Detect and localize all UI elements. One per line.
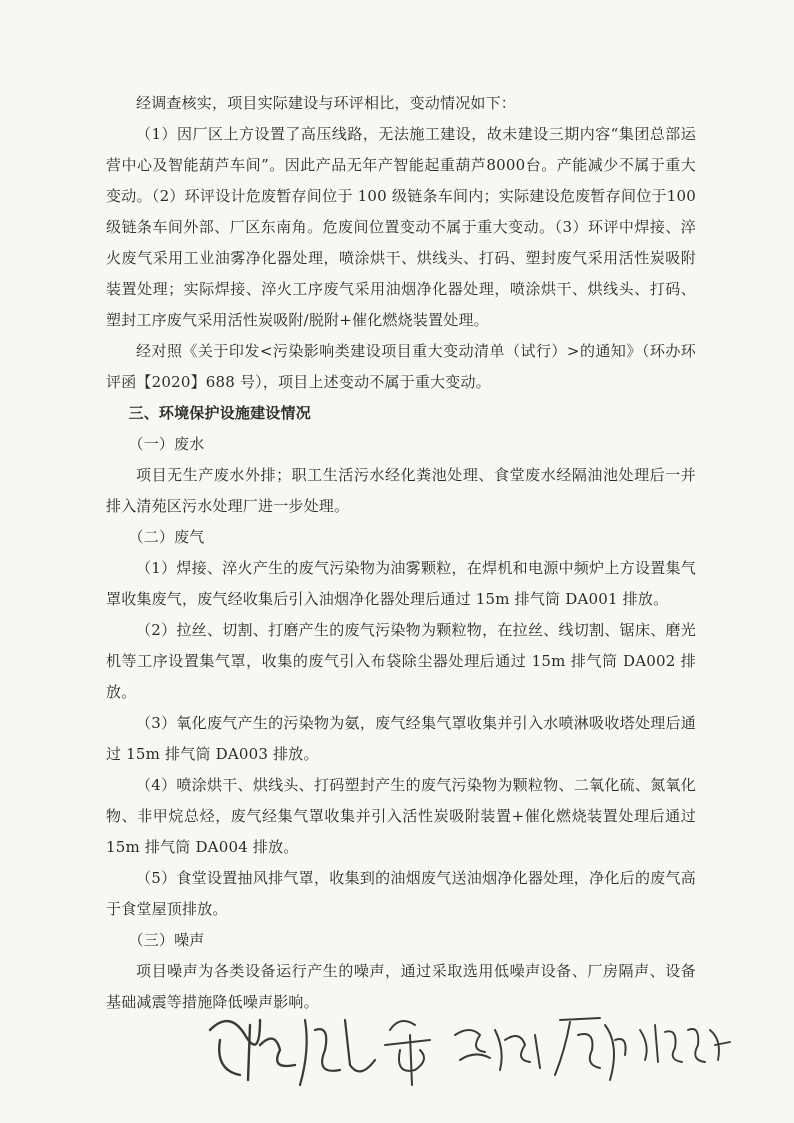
signature-3 [555, 1018, 626, 1080]
wastewater-paragraph: 项目无生产废水外排；职工生活污水经化粪池处理、食堂废水经隔油池处理后一并排入清苑区污水处理厂进一步处理。 [106, 466, 696, 515]
subsection-waste-gas: （二）废气 [128, 528, 205, 546]
gas-item-2: （2）拉丝、切割、打磨产生的废气污染物为颗粒物，在拉丝、线切割、锯床、磨光机等工序设置集气罩，收集的废气引入布袋除尘器处理后通过 15m 排气筒 DA002 排放。 [106, 621, 696, 701]
gas-item-4: （4）喷涂烘干、烘线头、打码塑封产生的废气污染物为颗粒物、二氧化硫、氮氧化物、非甲烷总烃，废气经集气罩收集并引入活性炭吸附装置+催化燃烧装置处理后通过 15m 排气筒 DA004 排放。 [106, 776, 696, 856]
gas-item-1: （1）焊接、淬火产生的废气污染物为油雾颗粒，在焊机和电源中频炉上方设置集气罩收集废气，废气经收集后引入油烟净化器处理后通过 15m 排气筒 DA001 排放。 [106, 559, 696, 608]
changes-paragraph: （1）因厂区上方设置了高压线路，无法施工建设，故未建设三期内容“集团总部运营中心及智能葫芦车间”。因此产品无年产智能起重葫芦8000台。产能减少不属于重大变动。（2）环评设计危废暂存间位于 100 级链条车间内；实际建设危废暂存间位于100级链条车间外部、厂区东南角。危废间位置变动不属于重大变动。（3）环评中焊接、淬火废气采用工业油雾净化器处理，喷涂烘干、烘线头、打码、塑封废气采用活性炭吸附装置处理；实际焊接、淬火工序废气采用油烟净化器处理，喷涂烘干、烘线头、打码、塑封工序废气采用活性炭吸附/脱附+催化燃烧装置处理。 [106, 125, 696, 329]
section-heading: 三、环境保护设施建设情况 [128, 404, 311, 422]
gas-item-5: （5）食堂设置抽风排气罩，收集到的油烟废气送油烟净化器处理，净化后的废气高于食堂屋顶排放。 [106, 869, 696, 918]
intro-paragraph: 经调查核实，项目实际建设与环评相比，变动情况如下： [136, 94, 517, 112]
signature-4 [640, 1025, 730, 1062]
document-body [106, 88, 696, 1018]
signature-1 [210, 1020, 430, 1085]
signatures-area [200, 990, 740, 1100]
gas-item-3: （3）氧化废气产生的污染物为氨，废气经集气罩收集并引入水喷淋吸收塔处理后通过 15m 排气筒 DA003 排放。 [106, 714, 696, 763]
signature-2 [455, 1030, 540, 1070]
conclusion-paragraph: 经对照《关于印发<污染影响类建设项目重大变动清单（试行）>的通知》（环办环评函【2020】688 号），项目上述变动不属于重大变动。 [106, 342, 696, 391]
subsection-noise: （三）噪声 [128, 931, 205, 949]
noise-paragraph: 项目噪声为各类设备运行产生的噪声，通过采取选用低噪声设备、厂房隔声、设备基础减震等措施降低噪声影响。 [106, 962, 696, 1011]
subsection-wastewater: （一）废水 [128, 435, 205, 453]
